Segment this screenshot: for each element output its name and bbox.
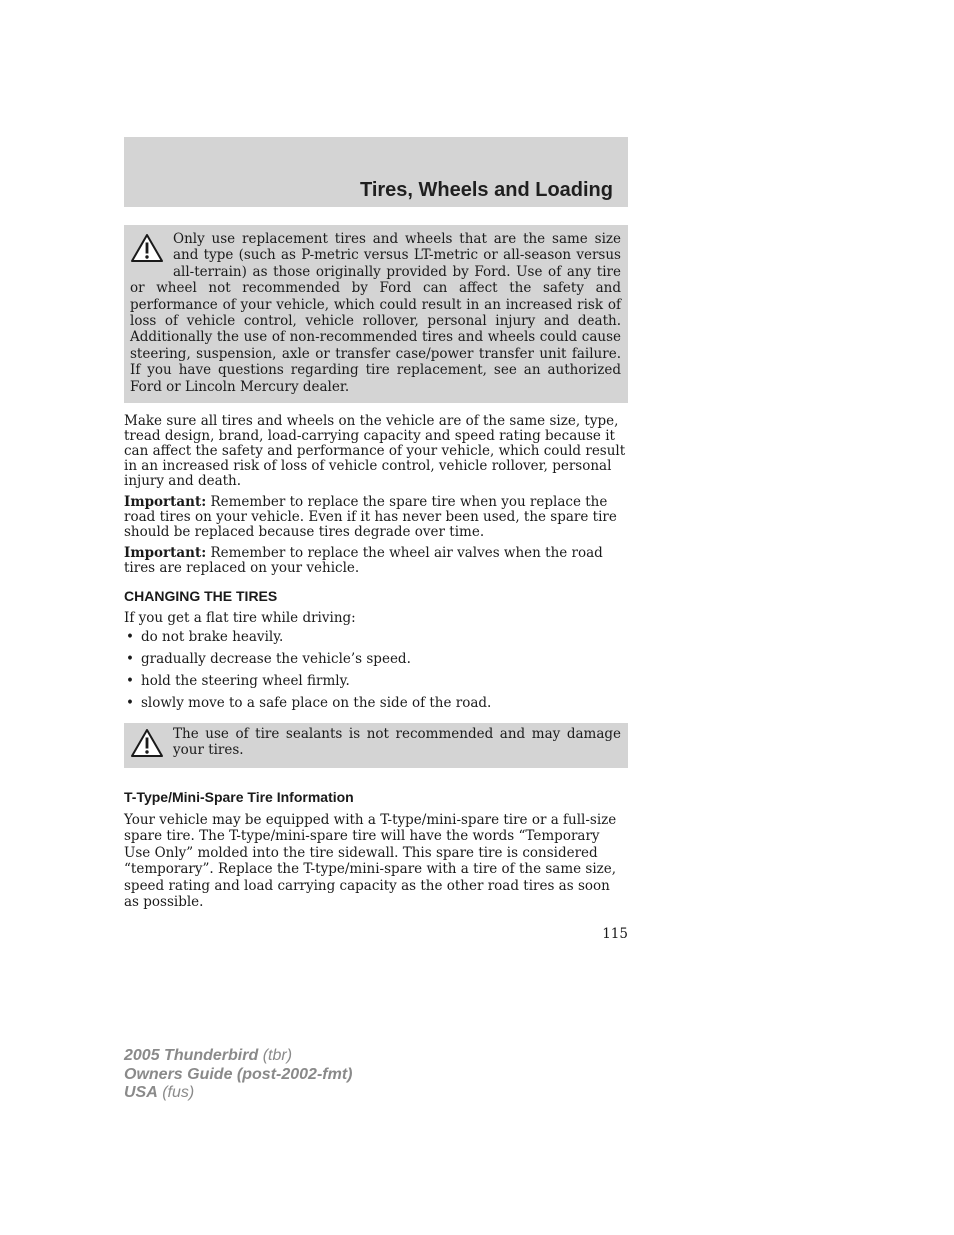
bullet-marker: • (126, 673, 134, 689)
footer-line-guide: Owners Guide (post-2002-fmt) (124, 1065, 353, 1083)
footer-line-region: USA (fus) (124, 1084, 195, 1101)
list-item (124, 674, 628, 689)
heading-ttype-spare: T-Type/Mini-Spare Tire Information (124, 789, 354, 805)
important-label: Important: (124, 494, 207, 510)
section-title: Tires, Wheels and Loading (359, 179, 613, 201)
list-item (124, 652, 628, 667)
warning-box-replacement-tires (124, 225, 628, 403)
bullet-marker: • (126, 651, 134, 667)
paragraph-important-spare (124, 495, 628, 540)
list-item-text: hold the steering wheel firmly. (141, 673, 350, 689)
list-item-text: slowly move to a safe place on the side of the road. (141, 695, 492, 711)
bullet-marker: • (126, 695, 134, 711)
paragraph-flat-tire-intro: If you get a flat tire while driving: (124, 610, 356, 626)
paragraph-ttype-spare: Your vehicle may be equipped with a T-type/mini-spare tire or a full-size spare tire. The T-type/mini-spare tire will have the words “Temporary Use Only” molded into the tire sidewall. This spare tire is considered “temporary”. Replace the T-type/mini-spare with a tire of the same size, speed rating and load carrying capacity as the other road tires as soon as possible. (124, 812, 617, 911)
page-number: 115 (602, 926, 628, 942)
important-text: Remember to replace the spare tire when you replace the road tires on your vehicle. Even if it has never been used, the spare tire should be replaced because tires degrade over time. (124, 494, 617, 540)
warning-box-tire-sealants (124, 723, 628, 768)
document-footer (124, 1047, 352, 1103)
warning-text: The use of tire sealants is not recommended and may damage your tires. (173, 726, 621, 759)
list-item (124, 696, 628, 711)
list-item (124, 630, 628, 645)
important-text: Remember to replace the wheel air valves when the road tires are replaced on your vehicle. (124, 545, 603, 576)
paragraph-same-size: Make sure all tires and wheels on the vehicle are of the same size, type, tread design, brand, load-carrying capacity and speed rating because it can affect the safety and performance of your vehicle, which could result in an increased risk of loss of vehicle control, vehicle rollover, personal injury and death. (124, 413, 626, 489)
bullet-marker: • (126, 629, 134, 645)
warning-text: Only use replacement tires and wheels that are the same size and type (such as P-metric versus LT-metric or all-season versus all-terrain) as those originally provided by Ford. Use of any tire or wheel not recommended by Ford can affect the safety and performance of your vehicle, which could result in an increased risk of loss of vehicle control, vehicle rollover, personal injury and death. Additionally the use of non-recommended tires and wheels could cause steering, suspension, axle or transfer case/power transfer unit failure. If you have questions regarding tire replacement, see an authorized Ford or Lincoln Mercury dealer. (130, 231, 621, 395)
section-header-band (124, 137, 628, 207)
list-item-text: do not brake heavily. (141, 629, 284, 645)
flat-tire-list (124, 630, 628, 718)
footer-line-model: 2005 Thunderbird (tbr) (124, 1047, 293, 1064)
warning-triangle-icon (130, 232, 164, 264)
paragraph-important-valves (124, 546, 628, 576)
warning-triangle-icon (130, 727, 164, 759)
important-label: Important: (124, 545, 207, 561)
heading-changing-tires: CHANGING THE TIRES (124, 588, 278, 604)
list-item-text: gradually decrease the vehicle’s speed. (141, 651, 411, 667)
